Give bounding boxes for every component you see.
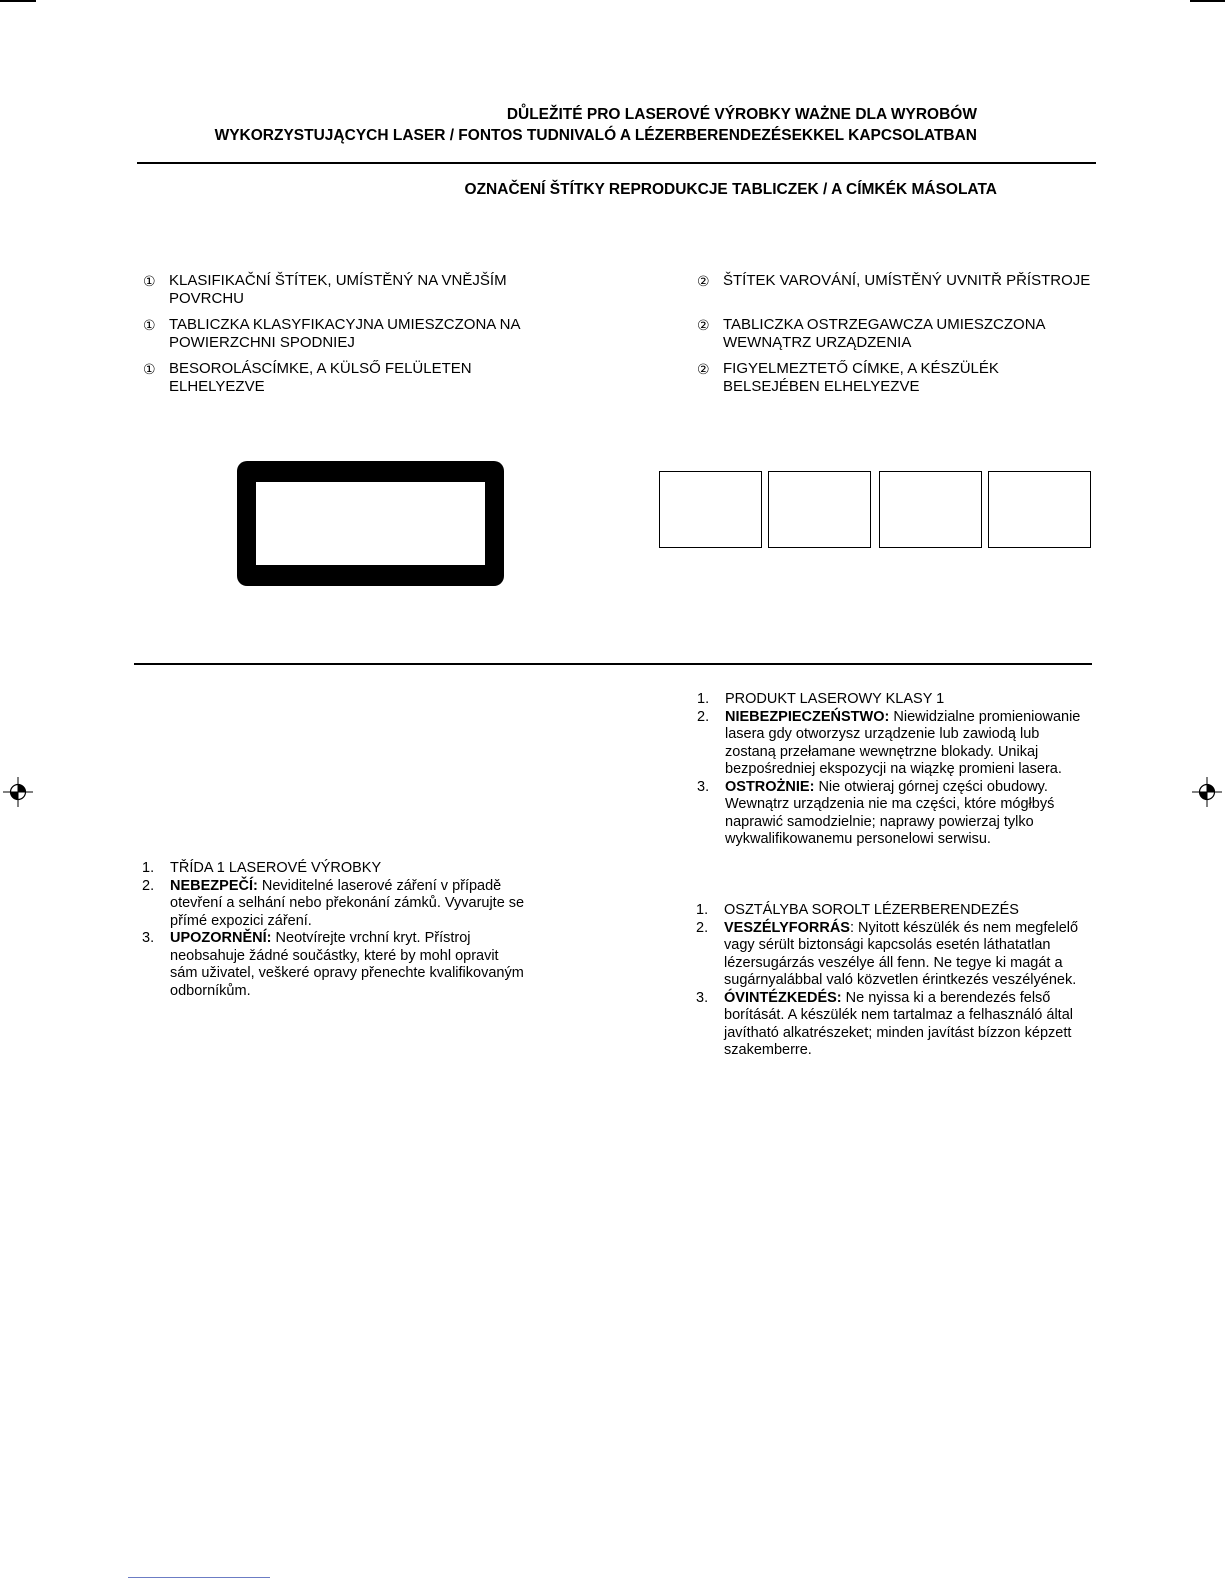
list-item: 2. NEBEZPEČÍ: Neviditelné laserové záření v případě otevření a selhání nebo překonání zámků. Vyvarujte se přímé expozici záření. bbox=[142, 877, 525, 929]
list-item: 1. TŘÍDA 1 LASEROVÉ VÝROBKY bbox=[142, 860, 382, 876]
section-divider bbox=[134, 663, 1092, 665]
registration-mark-icon bbox=[1192, 777, 1222, 807]
warning-label-box-2 bbox=[768, 471, 871, 548]
warning-label-box-1 bbox=[659, 471, 762, 548]
location-text: KLASIFIKAČNÍ ŠTÍTEK, UMÍSTĚNÝ NA VNĚJŠÍM POVRCHU bbox=[169, 272, 507, 307]
list-item: 3. UPOZORNĚNÍ: Neotvírejte vrchní kryt. Přístroj neobsahuje žádné součástky, které by mohl opravit sám uživatel, veškeré opravy přenechte kvalifikovaným odborníkům. bbox=[142, 930, 524, 999]
circled-number: ② bbox=[697, 317, 710, 333]
list-item: 1. PRODUKT LASEROWY KLASY 1 bbox=[697, 691, 945, 707]
page-title-line-1: DŮLEŽITÉ PRO LASEROVÉ VÝROBKY WAŻNE DLA WYROBÓW bbox=[506, 106, 977, 123]
header-divider bbox=[137, 162, 1096, 164]
crop-mark-top-left bbox=[0, 0, 36, 2]
list-item: 2. NIEBEZPIECZEŃSTWO: Niewidzialne promieniowanie lasera gdy otworzysz urządzenie lub zawiodą lub zostaną przełamane wewnętrzne blokady. Unikaj bezpośredniej ekspozycji na wiązkę promieni lasera. bbox=[697, 708, 1081, 777]
list-item: 3. ÓVINTÉZKEDÉS: Ne nyissa ki a berendezés felső borítását. A készülék nem tartalmaz a felhasználó által javítható alkatrészeket; minden javítást bízzon képzett szakemberre. bbox=[696, 989, 1073, 1058]
list-item: 3. OSTROŻNIE: Nie otwieraj górnej części obudowy. Wewnątrz urządzenia nie ma części, które mógłbyś naprawić samodzielnie; naprawy powierzaj tylko wykwalifikowanemu personelowi serwisu. bbox=[697, 778, 1055, 847]
location-text: TABLICZKA KLASYFIKACYJNA UMIESZCZONA NA POWIERZCHNI SPODNIEJ bbox=[169, 316, 520, 351]
list-item: 1. OSZTÁLYBA SOROLT LÉZERBERENDEZÉS bbox=[696, 902, 1019, 918]
location-text: ŠTÍTEK VAROVÁNÍ, UMÍSTĚNÝ UVNITŘ PŘÍSTROJE bbox=[723, 272, 1091, 289]
circled-number: ② bbox=[697, 361, 710, 377]
warning-list-hungarian bbox=[696, 902, 1086, 1060]
page-title-line-2: WYKORZYSTUJĄCYCH LASER / FONTOS TUDNIVALÓ A LÉZERBERENDEZÉSEKKEL KAPCSOLATBAN bbox=[214, 127, 977, 144]
list-item: 2. VESZÉLYFORRÁS: Nyitott készülék és nem megfelelő vagy sérült biztonsági kapcsolás esetén láthatatlan lézersugárzás veszélye áll fenn. Ne tegye ki magát a sugárnyalábbal való közvetlen érintkezés veszélyének. bbox=[696, 919, 1079, 988]
circled-number: ① bbox=[143, 361, 156, 377]
classification-label-blank-area bbox=[256, 482, 485, 565]
location-text: BESOROLÁSCÍMKE, A KÜLSŐ FELÜLETEN ELHELYEZVE bbox=[169, 360, 472, 395]
warning-label-box-3 bbox=[879, 471, 982, 548]
location-text: FIGYELMEZTETŐ CÍMKE, A KÉSZÜLÉK BELSEJÉBEN ELHELYEZVE bbox=[723, 360, 999, 395]
section-subtitle: OZNAČENÍ ŠTÍTKY REPRODUKCJE TABLICZEK / A CÍMKÉK MÁSOLATA bbox=[464, 181, 997, 198]
circled-number: ① bbox=[143, 317, 156, 333]
crop-mark-top-right bbox=[1190, 0, 1225, 2]
circled-number: ① bbox=[143, 273, 156, 289]
classification-label-graphic bbox=[237, 461, 504, 586]
warning-list-czech bbox=[142, 860, 527, 1000]
warning-label-box-4 bbox=[988, 471, 1091, 548]
circled-number: ② bbox=[697, 273, 710, 289]
location-text: TABLICZKA OSTRZEGAWCZA UMIESZCZONA WEWNĄTRZ URZĄDZENIA bbox=[723, 316, 1045, 351]
registration-mark-icon bbox=[3, 777, 33, 807]
warning-list-polish bbox=[697, 691, 1087, 849]
bottom-edge-mark bbox=[128, 1577, 270, 1578]
